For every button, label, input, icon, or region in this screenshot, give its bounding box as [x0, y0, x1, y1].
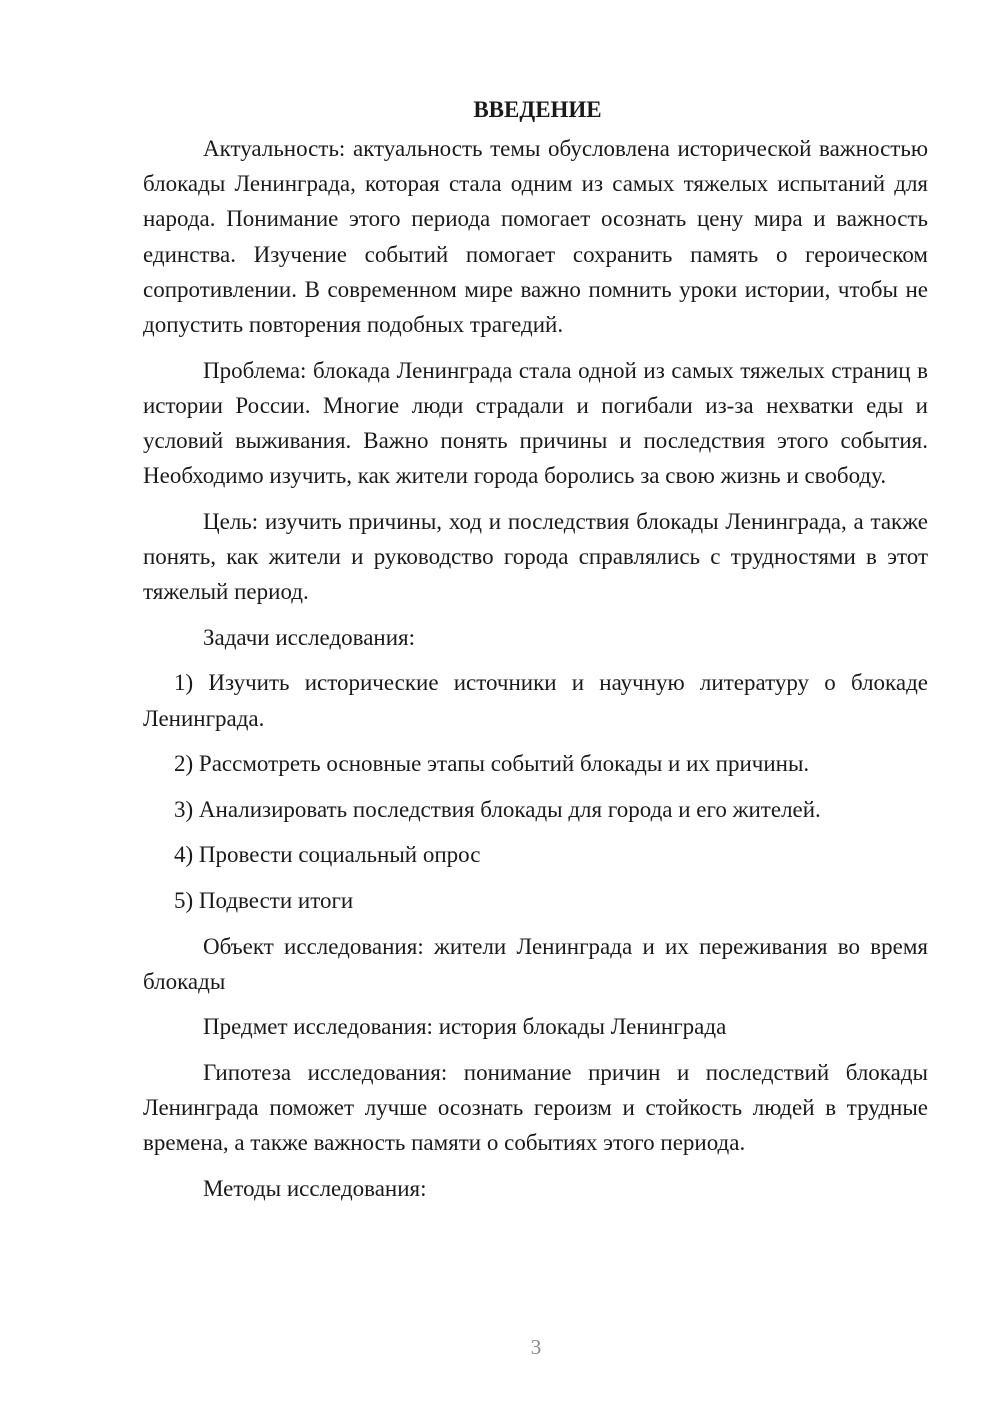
- subject-paragraph: Предмет исследования: история блокады Ленинграда: [203, 1014, 727, 1040]
- object-paragraph: Объект исследования: жители Ленинграда и их переживания во время блокады: [143, 933, 928, 994]
- page-content: [143, 92, 928, 1217]
- tasks-heading: Задачи исследования:: [203, 624, 416, 650]
- goal-paragraph: Цель: изучить причины, ход и последствия блокады Ленинграда, а также понять, как жители и руководство города справлялись с трудностями в этот тяжелый период.: [143, 508, 928, 605]
- task-item-5: 5) Подвести итоги: [174, 887, 354, 913]
- relevance-paragraph: Актуальность: актуальность темы обусловлена исторической важностью блокады Ленинграда, которая стала одним из самых тяжелых испытаний для народа. Понимание этого периода помогает осознать цену мира и важность единства. Изучение событий помогает сохранить память о героическом сопротивлении. В современном мире важно помнить уроки истории, чтобы не допустить повторения подобных трагедий.: [143, 136, 928, 338]
- section-title: ВВЕДЕНИЕ: [473, 97, 602, 122]
- tasks-list: [143, 665, 928, 918]
- methods-heading: Методы исследования:: [203, 1175, 427, 1201]
- task-item-2: 2) Рассмотреть основные этапы событий блокады и их причины.: [174, 751, 810, 777]
- hypothesis-paragraph: Гипотеза исследования: понимание причин и последствий блокады Ленинграда поможет лучше осознать героизм и стойкость людей в трудные времена, а также важность памяти о событиях этого периода.: [143, 1059, 928, 1156]
- task-item-3: 3) Анализировать последствия блокады для города и его жителей.: [174, 796, 821, 822]
- task-item-1: 1) Изучить исторические источники и научную литературу о блокаде Ленинграда.: [143, 670, 928, 731]
- problem-paragraph: Проблема: блокада Ленинграда стала одной из самых тяжелых страниц в истории России. Многие люди страдали и погибали из-за нехватки еды и условий выживания. Важно понять причины и последствия этого события. Необходимо изучить, как жители города боролись за свою жизнь и свободу.: [143, 357, 928, 489]
- page-number: 3: [530, 1335, 542, 1359]
- task-item-4: 4) Провести социальный опрос: [174, 842, 481, 868]
